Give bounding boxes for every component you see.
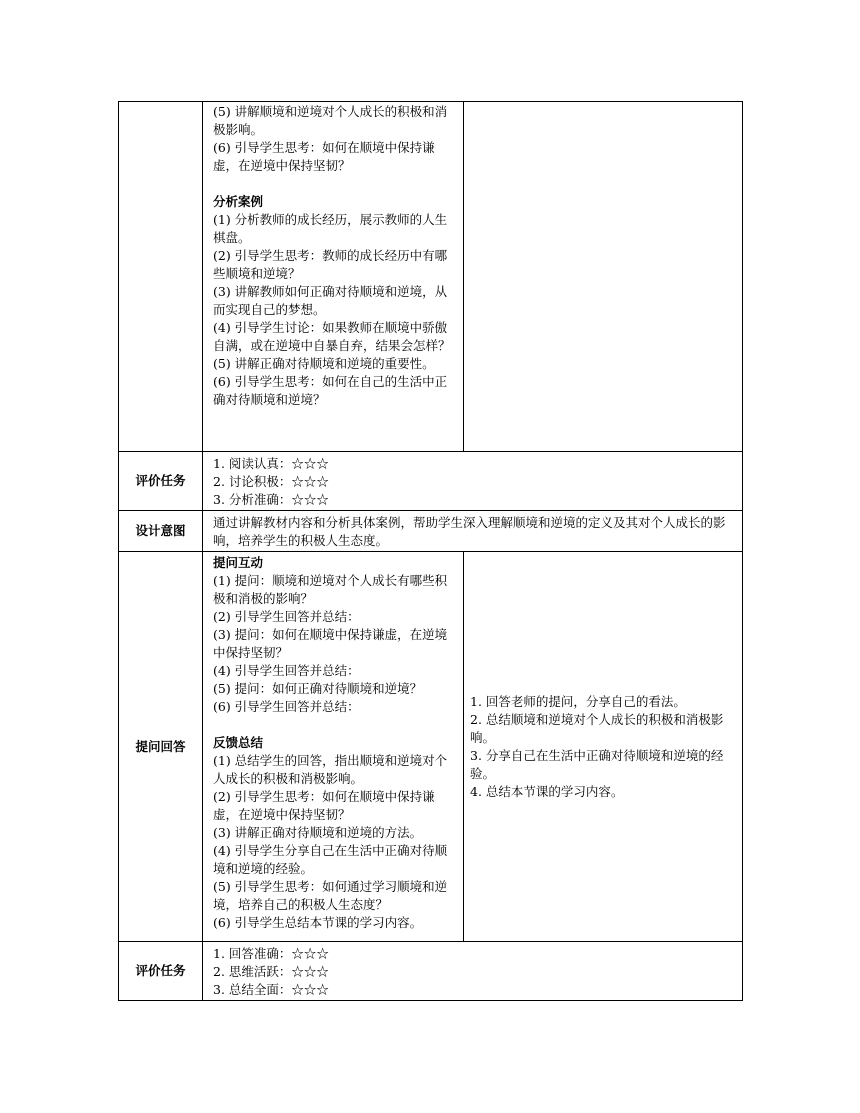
evaluation-content-2 [203, 942, 743, 1001]
qa-teacher-cell [203, 552, 464, 942]
activity-line: (6) 引导学生思考：如何在自己的生活中正确对待顺境和逆境？ [213, 374, 448, 407]
student-line: 3. 分享自己在生活中正确对待顺境和逆境的经验。 [470, 747, 724, 781]
evaluation-item: 1. 回答准确：☆☆☆ [213, 946, 329, 961]
evaluation-row [119, 452, 743, 511]
evaluation-item: 3. 总结全面：☆☆☆ [213, 982, 329, 997]
qa-row [119, 552, 743, 942]
activity-line: (6) 引导学生思考：如何在顺境中保持谦虚，在逆境中保持坚韧？ [213, 140, 435, 173]
feedback-line: (2) 引导学生思考：如何在顺境中保持谦虚，在逆境中保持坚韧？ [213, 789, 435, 822]
activity-line: (3) 讲解教师如何正确对待顺境和逆境，从而实现自己的梦想。 [213, 284, 448, 317]
feedback-line: (4) 引导学生分享自己在生活中正确对待顺境和逆境的经验。 [213, 843, 448, 876]
activity-line: (4) 引导学生讨论：如果教师在顺境中骄傲自满，或在逆境中自暴自弃，结果会怎样？ [213, 320, 451, 353]
activity-line: (5) 讲解正确对待顺境和逆境的重要性。 [213, 356, 435, 371]
activity-line: (2) 引导学生思考：教师的成长经历中有哪些顺境和逆境？ [213, 248, 448, 281]
evaluation-item: 2. 思维活跃：☆☆☆ [213, 964, 329, 979]
evaluation-label-2: 评价任务 [119, 942, 203, 1001]
teacher-activity-cell [203, 102, 464, 452]
feedback-heading: 反馈总结 [213, 735, 264, 750]
design-intent-label: 设计意图 [119, 511, 203, 552]
design-intent-content [203, 511, 743, 552]
qa-line: (4) 引导学生回答并总结： [213, 663, 360, 678]
evaluation-item: 2. 讨论积极：☆☆☆ [213, 474, 329, 489]
lesson-plan-table [118, 101, 743, 1001]
qa-label: 提问回答 [119, 552, 203, 942]
qa-line: (5) 提问：如何正确对待顺境和逆境？ [213, 681, 423, 696]
evaluation-row-2 [119, 942, 743, 1001]
student-line: 2. 总结顺境和逆境对个人成长的积极和消极影响。 [470, 711, 724, 745]
qa-line: (3) 提问：如何在顺境中保持谦虚，在逆境中保持坚韧？ [213, 627, 448, 660]
qa-line: (2) 引导学生回答并总结： [213, 609, 360, 624]
feedback-line: (5) 引导学生思考：如何通过学习顺境和逆境，培养自己的积极人生态度？ [213, 879, 448, 912]
student-activity-cell [464, 102, 743, 452]
activity-label-cell [119, 102, 203, 452]
interaction-heading: 提问互动 [213, 555, 264, 570]
activity-row [119, 102, 743, 452]
evaluation-item: 1. 阅读认真：☆☆☆ [213, 456, 329, 471]
feedback-line: (6) 引导学生总结本节课的学习内容。 [213, 915, 423, 930]
student-line: 4. 总结本节课的学习内容。 [470, 783, 624, 799]
evaluation-content [203, 452, 743, 511]
feedback-line: (1) 总结学生的回答，指出顺境和逆境对个人成长的积极和消极影响。 [213, 753, 448, 786]
student-line: 1. 回答老师的提问，分享自己的看法。 [470, 693, 686, 709]
evaluation-label: 评价任务 [119, 452, 203, 511]
qa-line: (1) 提问：顺境和逆境对个人成长有哪些积极和消极的影响？ [213, 573, 448, 606]
qa-line: (6) 引导学生回答并总结： [213, 699, 360, 714]
design-intent-row [119, 511, 743, 552]
qa-student-cell [464, 552, 743, 942]
feedback-line: (3) 讲解正确对待顺境和逆境的方法。 [213, 825, 423, 840]
activity-line: (5) 讲解顺境和逆境对个人成长的积极和消极影响。 [213, 104, 448, 137]
activity-line: (1) 分析教师的成长经历，展示教师的人生棋盘。 [213, 212, 448, 245]
case-analysis-heading: 分析案例 [213, 194, 264, 209]
evaluation-item: 3. 分析准确：☆☆☆ [213, 492, 329, 507]
design-intent-text: 通过讲解教材内容和分析具体案例，帮助学生深入理解顺境和逆境的定义及其对个人成长的影响，培养学生的积极人生态度。 [213, 515, 726, 548]
